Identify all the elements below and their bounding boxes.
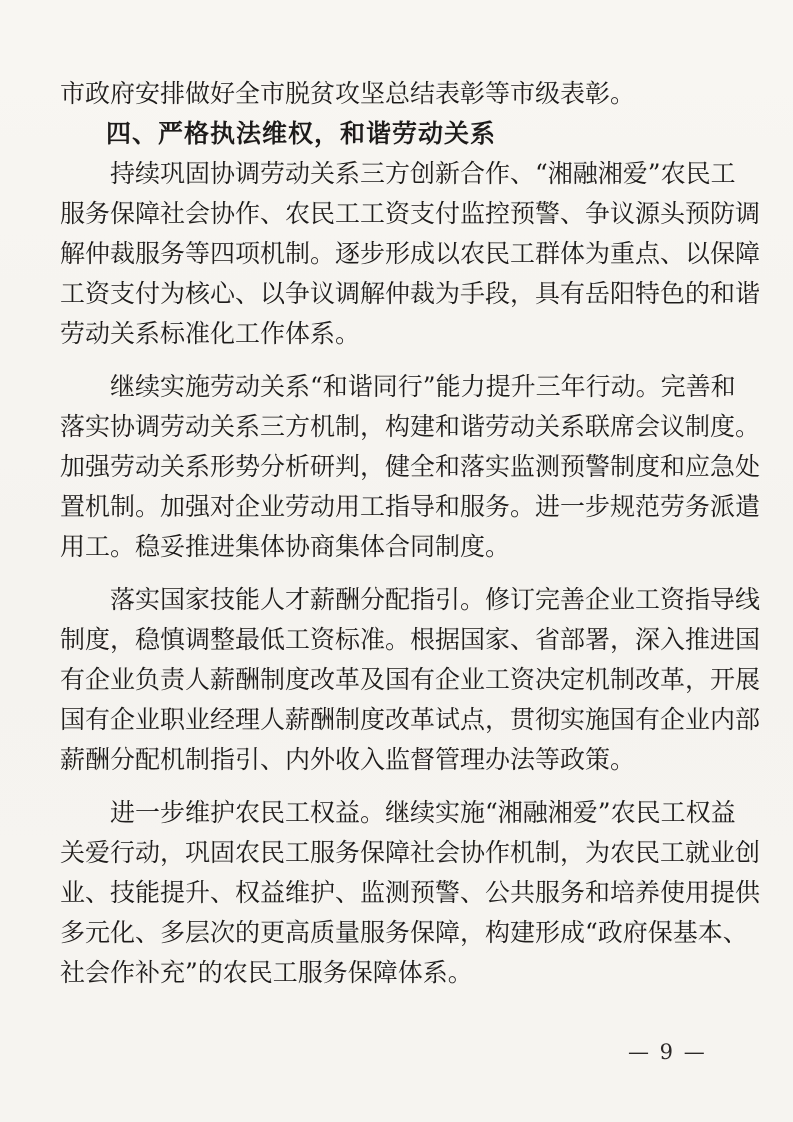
text-line: 用工。稳妥推进集体协商集体合同制度。	[60, 532, 511, 561]
text-line: 继续实施劳动关系“和谐同行”能力提升三年行动。完善和	[110, 372, 736, 401]
text-line: 置机制。加强对企业劳动用工指导和服务。进一步规范劳务派遣	[60, 492, 761, 521]
text-line: 制度，稳慎调整最低工资标准。根据国家、省部署，深入推进国	[60, 625, 761, 654]
text-line: 关爱行动，巩固农民工服务保障社会协作机制，为农民工就业创	[60, 838, 761, 867]
text-line: 加强劳动关系形势分析研判，健全和落实监测预警制度和应急处	[60, 452, 761, 481]
text-line: 落实协调劳动关系三方机制，构建和谐劳动关系联席会议制度。	[60, 412, 761, 441]
text-line: 进一步维护农民工权益。继续实施“湘融湘爱”农民工权益	[110, 798, 736, 827]
page-number: — 9 —	[628, 1040, 707, 1064]
text-line: 薪酬分配机制指引、内外收入监督管理办法等政策。	[60, 745, 636, 774]
section-heading: 四、严格执法维权，和谐劳动关系	[106, 119, 497, 148]
text-line: 持续巩固协调劳动关系三方创新合作、“湘融湘爱”农民工	[110, 159, 736, 188]
text-line: 市政府安排做好全市脱贫攻坚总结表彰等市级表彰。	[60, 79, 636, 108]
text-line: 解仲裁服务等四项机制。逐步形成以农民工群体为重点、以保障	[60, 239, 761, 268]
text-line: 业、技能提升、权益维护、监测预警、公共服务和培养使用提供	[60, 878, 761, 907]
text-line: 社会作补充”的农民工服务保障体系。	[60, 958, 473, 987]
text-line: 有企业负责人薪酬制度改革及国有企业工资决定机制改革，开展	[60, 665, 761, 694]
text-line: 服务保障社会协作、农民工工资支付监控预警、争议源头预防调	[60, 199, 761, 228]
text-line: 多元化、多层次的更高质量服务保障，构建形成“政府保基本、	[60, 918, 748, 947]
text-line: 落实国家技能人才薪酬分配指引。修订完善企业工资指导线	[110, 585, 761, 614]
text-line: 劳动关系标准化工作体系。	[60, 319, 361, 348]
text-line: 国有企业职业经理人薪酬制度改革试点，贯彻实施国有企业内部	[60, 705, 761, 734]
text-line: 工资支付为核心、以争议调解仲裁为手段，具有岳阳特色的和谐	[60, 279, 761, 308]
